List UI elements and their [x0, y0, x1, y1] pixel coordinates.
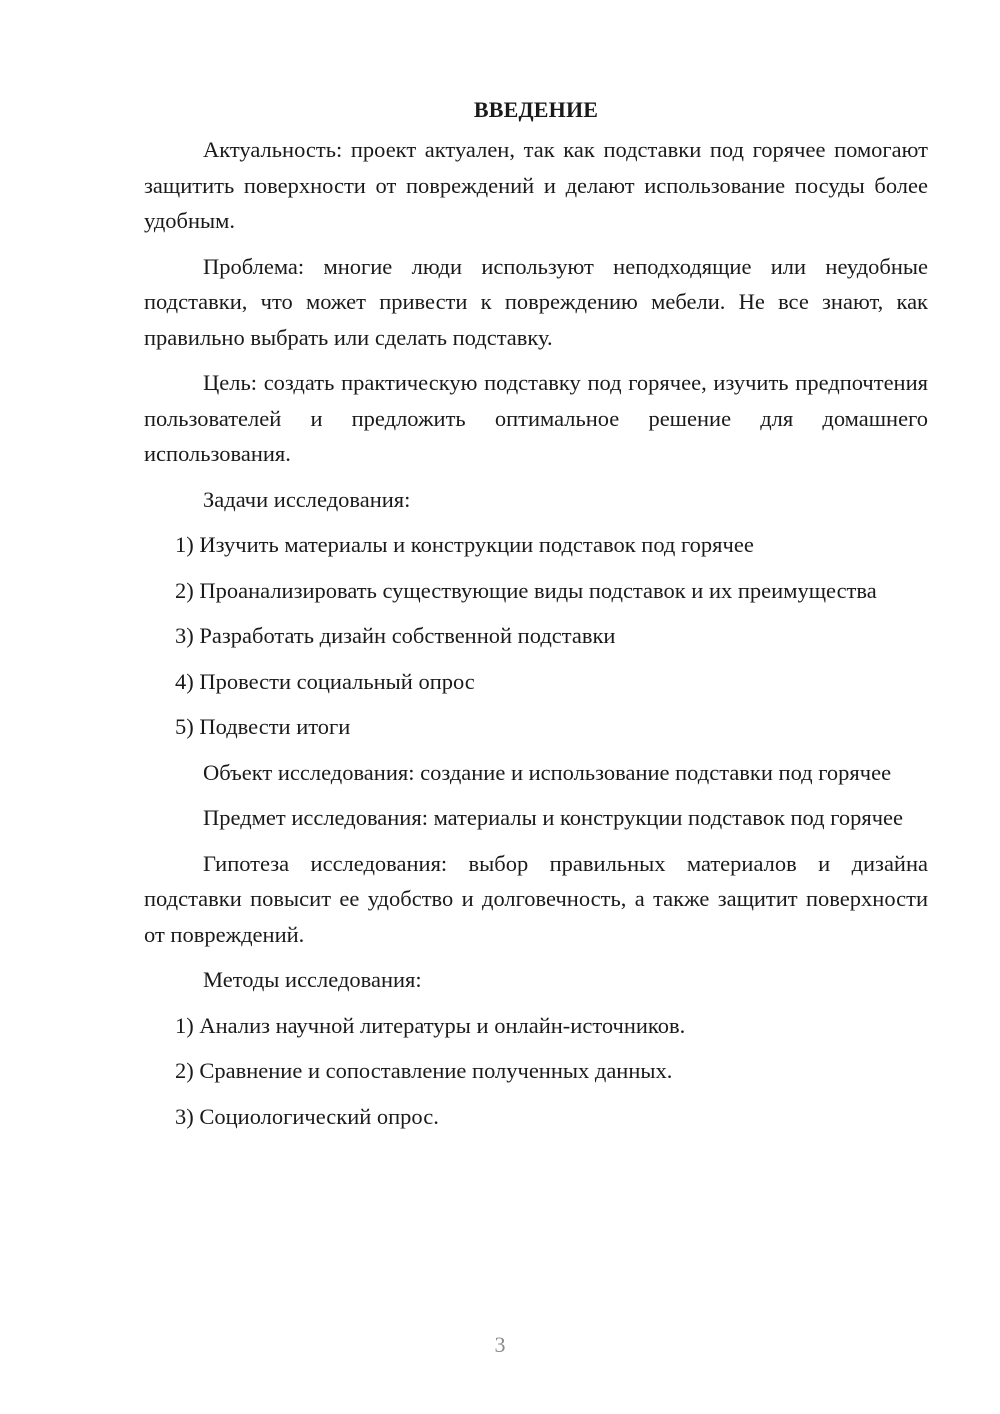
section-title: ВВЕДЕНИЕ: [473, 97, 599, 122]
hypothesis-paragraph: Гипотеза исследования: выбор правильных материалов и дизайна подставки повысит ее удобство и долговечность, а также защитит поверхности от повреждений.: [144, 850, 928, 947]
object-paragraph: Объект исследования: создание и использование подставки под горячее: [203, 759, 892, 785]
task-item-5: 5) Подвести итоги: [175, 714, 351, 739]
page-content: [144, 92, 928, 1144]
method-item-2: 2) Сравнение и сопоставление полученных данных.: [175, 1058, 673, 1083]
page-number: 3: [494, 1332, 506, 1357]
tasks-heading: Задачи исследования:: [203, 486, 411, 512]
task-item-2: 2) Проанализировать существующие виды подставок и их преимущества: [175, 577, 877, 603]
methods-heading: Методы исследования:: [203, 967, 422, 992]
problem-paragraph: Проблема: многие люди используют неподходящие или неудобные подставки, что может привести к повреждению мебели. Не все знают, как правильно выбрать или сделать подставку.: [144, 253, 928, 350]
task-item-1: 1) Изучить материалы и конструкции подставок под горячее: [175, 532, 754, 557]
method-item-3: 3) Социологический опрос.: [175, 1103, 439, 1129]
relevance-paragraph: Актуальность: проект актуален, так как подставки под горячее помогают защитить поверхности от повреждений и делают использование посуды более удобным.: [144, 137, 928, 233]
task-item-3: 3) Разработать дизайн собственной подставки: [175, 623, 616, 648]
method-item-1: 1) Анализ научной литературы и онлайн-источников.: [175, 1012, 686, 1038]
task-item-4: 4) Провести социальный опрос: [175, 668, 475, 694]
goal-paragraph: Цель: создать практическую подставку под горячее, изучить предпочтения пользователей и предложить оптимальное решение для домашнего использования.: [144, 370, 928, 466]
subject-paragraph: Предмет исследования: материалы и конструкции подставок под горячее: [203, 805, 904, 830]
